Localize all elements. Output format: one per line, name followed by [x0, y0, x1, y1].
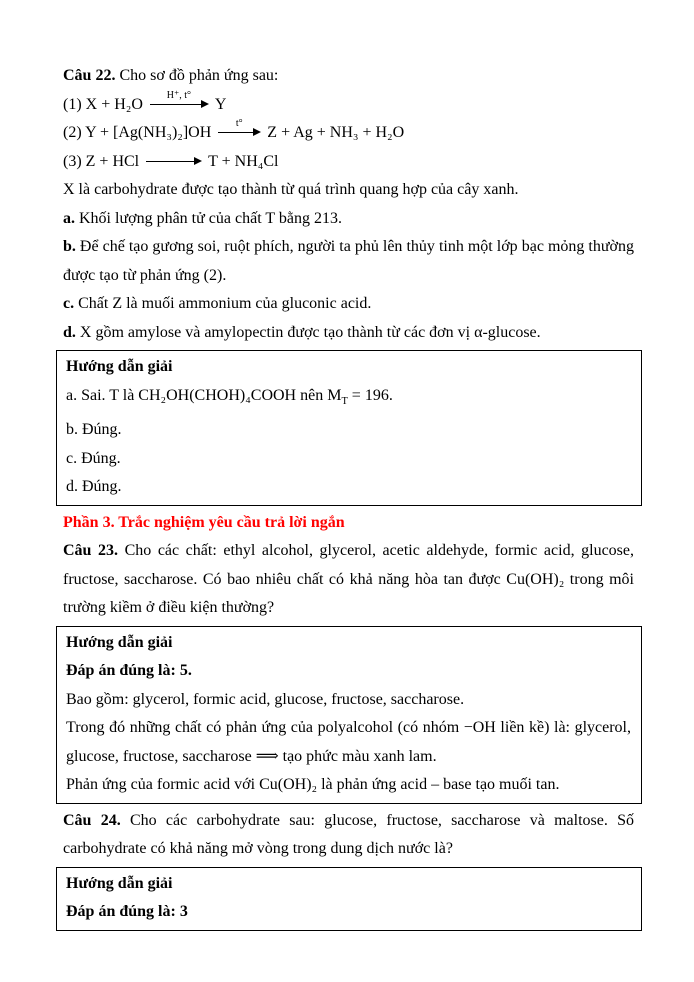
equation-3-rhs: T + NH₄Cl: [208, 152, 279, 170]
equation-1-rhs: Y: [214, 95, 227, 113]
equation-3-lhs: (3) Z + HCl: [63, 152, 140, 170]
solution-answer: Đáp án đúng là: 5.: [66, 662, 192, 680]
statement-c-text: Chất Z là muối ammonium của gluconic acid.: [74, 295, 372, 312]
statement-d-label: d.: [63, 323, 76, 341]
reaction-arrow: [150, 89, 208, 109]
solution-line-d: d. Đúng.: [66, 478, 122, 496]
solution-box-q24: [56, 867, 642, 931]
statement-b-label: b.: [63, 238, 76, 255]
statement-c: [63, 290, 634, 319]
reaction-condition: t°: [235, 118, 243, 129]
solution-box-q22: [56, 350, 642, 506]
equation-2-rhs: Z + Ag + NH₃ + H₂O: [267, 124, 405, 141]
reaction-arrow: [218, 118, 260, 137]
statement-d: [63, 319, 634, 348]
solution-title: Hướng dẫn giải: [66, 633, 173, 651]
solution-line-b: b. Đúng.: [66, 421, 122, 439]
equation-2-lhs: (2) Y + [Ag(NH₃)₂]OH: [63, 124, 212, 141]
statement-b: [63, 233, 634, 290]
question-23-label: Câu 23.: [63, 542, 119, 560]
question-24-text: Cho các carbohydrate sau: glucose, fructose, saccharose và maltose. Số carbohydrate có khả năng mở vòng trong dung dịch nước là?: [63, 811, 635, 858]
statement-d-text: X gồm amylose và amylopectin được tạo thành từ các đơn vị α-glucose.: [75, 323, 541, 341]
solution-line-c: c. Đúng.: [66, 449, 121, 467]
solution-box-q23: [56, 626, 642, 804]
solution-line-a: [66, 382, 631, 417]
statement-c-label: c.: [63, 295, 75, 312]
question-22-intro: Cho sơ đồ phản ứng sau:: [115, 67, 279, 84]
solution-title: Hướng dẫn giải: [66, 358, 173, 375]
question-22: [63, 62, 634, 91]
solution-line-a-post: = 196.: [347, 386, 393, 404]
solution-line-3: Phản ứng của formic acid với Cu(OH)₂ là phản ứng acid – base tạo muối tan.: [66, 776, 560, 794]
reaction-equation-2: [63, 119, 634, 148]
reaction-equation-3: [63, 148, 634, 177]
solution-answer: Đáp án đúng là: 3: [66, 903, 188, 921]
solution-line-a-pre: a. Sai. T là CH₂OH(CHOH)₄COOH nên M: [66, 386, 342, 404]
statement-b-text: Để chế tạo gương soi, ruột phích, người ta phủ lên thủy tinh một lớp bạc mỏng thường được tạo từ phản ứng (2).: [63, 238, 634, 284]
statement-a: [63, 205, 634, 234]
solution-title: Hướng dẫn giải: [66, 874, 173, 892]
question-22-description: X là carbohydrate được tạo thành từ quá trình quang hợp của cây xanh.: [63, 181, 519, 198]
subscript-T: T: [341, 395, 348, 407]
statement-a-label: a.: [63, 209, 75, 227]
solution-line-1: Bao gồm: glycerol, formic acid, glucose, fructose, saccharose.: [66, 690, 465, 708]
question-23: [63, 537, 634, 623]
question-24: [63, 807, 634, 864]
reaction-condition: H⁺, t°: [166, 89, 192, 101]
reaction-equation-1: [63, 91, 634, 120]
equation-1-lhs: (1) X + H₂O: [63, 95, 143, 113]
reaction-arrow: [146, 153, 201, 166]
question-24-label: Câu 24.: [63, 811, 121, 829]
section-heading-part3: Phần 3. Trắc nghiệm yêu cầu trả lời ngắn: [63, 513, 345, 531]
question-23-text: Cho các chất: ethyl alcohol, glycerol, acetic aldehyde, formic acid, glucose, fructose, saccharose. Có bao nhiêu chất có khả năng hòa tan được Cu(OH)₂ trong môi trường kiềm ở điều kiện thường?: [63, 542, 634, 617]
solution-line-2: Trong đó những chất có phản ứng của polyalcohol (có nhóm −OH liền kề) là: glycerol, glucose, fructose, saccharose ⟹ tạo phức màu xanh lam.: [66, 719, 631, 765]
question-22-label: Câu 22.: [63, 67, 116, 84]
statement-a-text: Khối lượng phân tử của chất T bằng 213.: [75, 209, 342, 227]
